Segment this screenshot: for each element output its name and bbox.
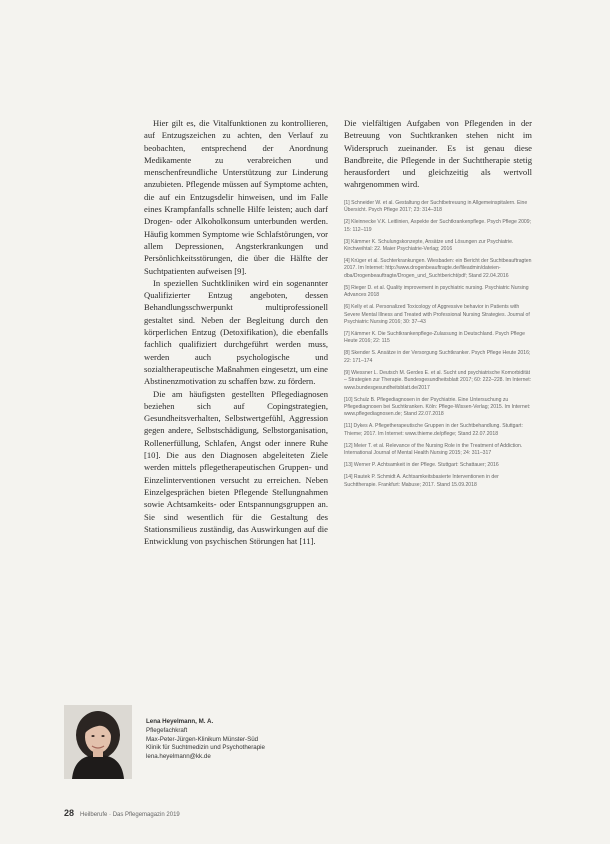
body-paragraph: Die am häufigsten gestellten Pflegediagnosen beziehen sich auf Copingstrategien, Gesundheitsverhalten, Selbstwertgefühl, Aggression gegen andere, Selbstschädigung, Selbstorganisation, Rollenerfüllung, Schlafen, Angst oder innere Ruhe [10]. Die aus den Diagnosen abgeleiteten Ziele werden mittels pflegetherapeutischen Gruppen- und Einzelinterventionen versucht zu erreichen. Neben Einzelgesprächen bieten Pflegende Stellungnahmen sowie Achtsamkeits- oder Entspannungsgruppen an. Sie sind wesentlich für die Gestaltung des Stationsmilieus zuständig, das Auswirkungen auf die Entwicklung von psychischen Störungen hat [11]. [144,388,328,547]
author-institution: Max-Peter-Jürgen-Klinikum Münster-Süd [146,735,259,743]
author-name: Lena Heyelmann, M. A. [146,718,214,725]
page-footer [64,808,180,818]
reference-item: [14] Rautek P. Schmidt A. Achtsamkeitsbasierte Interventionen in der Suchttherapie. Frankfurt: Mabuse; 2017. Stand 15.09.2018 [344,474,499,488]
body-paragraph: Hier gilt es, die Vitalfunktionen zu kontrollieren, auf Entzugszeichen zu achten, den Verlauf zu beobachten, entsprechend der Anordnung Medikamente zu verabreichen und menschenfreundliche Unterstützung zur Linderung anzubieten. Pflegende müssen auf Symptome achten, die auf ein Entzugsdelir hinweisen, und im Falle eines Krampfanfalls schnelle Hilfe leisten; auch darf Drogen- oder Alkoholkonsum unterbunden werden. Häufig kommen Symptome wie Schlafstörungen, vor allem Depressionen, Angsterkrankungen und Persönlichkeitsstörungen, die über die Hälfte der Suchtpatienten aufweisen [9]. [144,118,328,276]
reference-item: [11] Dykes A. Pflegetherapeutische Gruppen in der Suchtbehandlung. Stuttgart: Thieme; 2017. Im Internet: www.thieme.de/pflege; Stand 22.07.2018 [344,423,523,437]
author-email[interactable]: lena.heyelmann@kk.de [146,753,211,761]
reference-item: [6] Kelly et al. Personalized Toxicology of Aggressive behavior in Patients with Severe Mental Illness and Treated with Professional Nursing Strategies. Journal of Psychiatric Nursing 2016; 30: 37–43 [344,304,530,326]
right-column [344,117,532,494]
reference-list [344,200,532,489]
reference-item: [13] Werner P. Achtsamkeit in der Pflege. Stuttgart: Schattauer; 2016 [344,462,499,469]
author-box [64,705,484,785]
publication-name: Heilberufe · Das Pflegemagazin 2019 [80,812,180,818]
page-number: 28 [64,808,75,818]
closing-paragraph: Die vielfältigen Aufgaben von Pflegenden in der Betreuung von Suchtkranken stehen nicht im Widerspruch zueinander. Es ist genau diese Bandbreite, die Pflegende in der Suchttherapie stetig herausfordert und gleichzeitig als wertvoll wahrgenommen wird. [344,118,532,190]
body-paragraph: In speziellen Suchtkliniken wird ein sogenannter Qualifizierter Entzug angeboten, dessen Behandlungsschwerpunkt multiprofessionell gestaltet sind. Neben der Begleitung durch den körperlichen Entzug (Detoxifikation), die ebenfalls fachlich qualifiziert durchgeführt werden muss, werden auch psychologische und sozialtherapeutische Maßnahmen eingesetzt, um eine Abstinenzmotivation zu schaffen bzw. zu fördern. [144,277,328,387]
reference-item: [5] Rieger D. et al. Quality improvement in psychiatric nursing. Psychiatric Nursing Advances 2018 [344,284,529,299]
author-role: Pflegefachkraft [146,726,188,734]
reference-item: [3] Kämmer K. Schulungskonzepte, Ansätze und Lösungen zur Psychiatrie. Kirchweihtal: 22. Maier Psychiatrie-Verlag; 2016 [344,238,514,252]
reference-item: [7] Kämmer K. Die Suchtkrankenpflege-Zulassung in Deutschland. Psych Pflege Heute 2016; 22: 115 [344,331,525,345]
author-institution: Klinik für Suchtmedizin und Psychotherapie [146,744,266,752]
reference-item: [4] Krüger et al. Suchterkrankungen. Wiesbaden: ein Bericht der Suchtbeauftragten 2017. Im Internet: http://www.drogenbeauftragte.de/fileadmin/dateien-dba/Drogenbeauftragte/Drogen_und_Suchtbericht/pdf; Stand 22.04.2016 [344,258,532,279]
author-info [146,718,476,762]
reference-item: [12] Meier T. et al. Relevance of the Nursing Role in the Treatment of Addiction. International Journal of Mental Health Nursing 2015; 24: 311–317 [344,442,523,457]
reference-item: [2] Kleinnecke V.K. Leitlinien, Aspekte der Suchtkrankenpflege. Psych Pflege 2009; 15: 112–119 [344,219,531,233]
reference-item: [8] Skender S. Ansätze in der Versorgung Suchtkranker. Psych Pflege Heute 2016; 22: 171–174 [344,350,531,364]
reference-item: [9] Wiessner L. Deutsch M. Gerdes E. et al. Sucht und psychiatrische Komorbidität – Strategien zur Therapie. Bundesgesundheitsblatt 2017; 60: 222–228. Im Internet: www.bundesgesundheitsblatt.de/2017 [344,369,532,391]
reference-item: [10] Schulz B. Pflegediagnosen in der Psychiatrie. Eine Untersuchung zu Pflegediagnosen bei Suchtkranken. Köln: Pflege-Wissen-Verlag; 2015. Im Internet: www.pflegediagnosen.de; Stand 22.07.2018 [344,396,531,418]
left-column [144,117,328,547]
portrait-image [64,705,132,779]
author-photo [64,705,132,779]
reference-item: [1] Schneider W. et al. Gestaltung der Suchtbetreuung in Allgemeinspitalern. Eine Übersicht. Psych Pflege 2017; 23: 314–318 [344,199,528,214]
